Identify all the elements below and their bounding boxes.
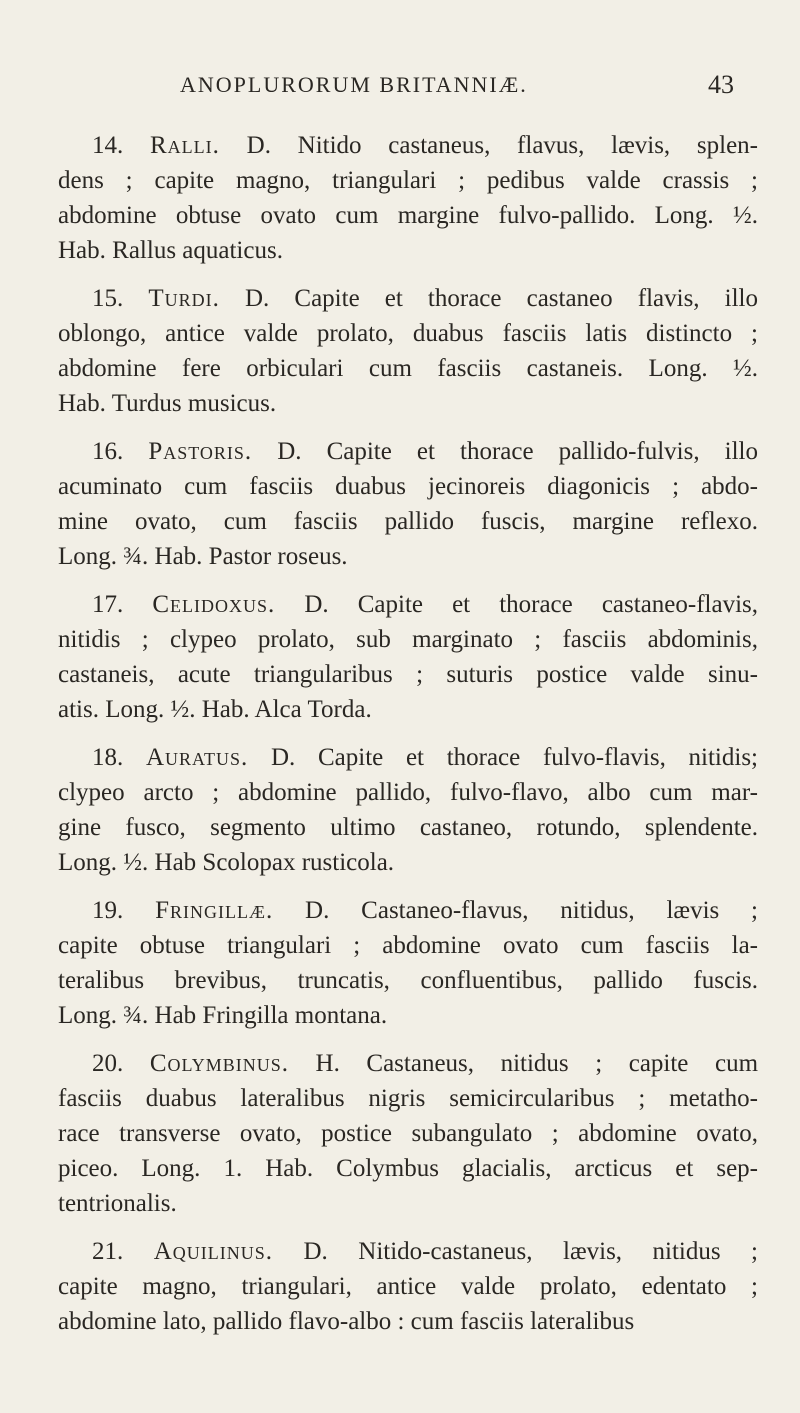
entry-line	[58, 281, 758, 316]
species-entry	[58, 893, 758, 1033]
entry-line: oblongo, antice valde prolato, duabus fasciis latis distincto ;	[58, 320, 758, 347]
entry-line	[58, 893, 758, 928]
entry-text: D. Capite et thorace fulvo-flavis, nitidis;	[248, 744, 758, 771]
entry-genus: Auratus.	[145, 744, 249, 771]
entry-line: Hab. Turdus musicus.	[58, 390, 277, 417]
entry-number: 17.	[92, 591, 124, 618]
entry-line: tentrionalis.	[58, 1190, 177, 1217]
entry-line: abdomine fere orbiculari cum fasciis castaneis. Long. ½.	[58, 355, 758, 382]
entry-line: atis. Long. ½. Hab. Alca Torda.	[58, 696, 372, 723]
entry-genus: Fringillæ.	[155, 897, 274, 924]
entry-line: Long. ¾. Hab Fringilla montana.	[58, 1002, 388, 1029]
entry-line: acuminato cum fasciis duabus jecinoreis diagonicis ; abdo-	[58, 473, 758, 500]
running-title: ANOPLURORUM BRITANNIÆ.	[180, 72, 528, 97]
entry-number: 21.	[92, 1238, 124, 1265]
species-entry	[58, 434, 758, 574]
entry-line: teralibus brevibus, truncatis, confluentibus, pallido fuscis.	[58, 967, 758, 994]
entry-line: nitidis ; clypeo prolato, sub marginato ; fasciis abdominis,	[58, 626, 758, 653]
entry-line	[58, 1234, 758, 1269]
entry-line	[58, 434, 758, 469]
species-entry	[58, 281, 758, 421]
entry-line: Long. ¾. Hab. Pastor roseus.	[58, 543, 348, 570]
entry-genus: Turdi.	[148, 285, 220, 312]
entry-line: abdomine lato, pallido flavo-albo : cum fasciis lateralibus	[58, 1308, 635, 1335]
page-number: 43	[708, 70, 734, 99]
entry-line	[58, 740, 758, 775]
entry-number: 18.	[92, 744, 124, 771]
species-entry	[58, 587, 758, 727]
entry-text: D. Capite et thorace pallido-fulvis, illo	[252, 438, 758, 465]
entry-line	[58, 1046, 758, 1081]
entry-line: capite obtuse triangulari ; abdomine ovato cum fasciis la-	[58, 932, 758, 959]
entry-line: mine ovato, cum fasciis pallido fuscis, margine reflexo.	[58, 508, 758, 535]
entry-line: piceo. Long. 1. Hab. Colymbus glacialis, arcticus et sep-	[58, 1155, 758, 1182]
species-entry	[58, 1046, 758, 1221]
entry-number: 19.	[92, 897, 124, 924]
entry-line: clypeo arcto ; abdomine pallido, fulvo-flavo, albo cum mar-	[58, 779, 758, 806]
entry-line: Long. ½. Hab Scolopax rusticola.	[58, 849, 395, 876]
entry-genus: Pastoris.	[148, 438, 253, 465]
entry-line: castaneis, acute triangularibus ; suturis postice valde sinu-	[58, 661, 758, 688]
entry-line: race transverse ovato, postice subangulato ; abdomine ovato,	[58, 1120, 758, 1147]
entry-text: D. Castaneo-flavus, nitidus, lævis ;	[273, 897, 759, 924]
species-entry	[58, 128, 758, 268]
entry-genus: Aquilinus.	[153, 1238, 274, 1265]
entry-text: H. Castaneus, nitidus ; capite cum	[288, 1050, 759, 1077]
species-entry	[58, 740, 758, 880]
entry-text: D. Nitido castaneus, flavus, lævis, splen-	[219, 132, 758, 159]
entry-number: 20.	[92, 1050, 124, 1077]
page-body	[58, 128, 758, 1352]
entry-line: dens ; capite magno, triangulari ; pedibus valde crassis ;	[58, 167, 758, 194]
entry-genus: Celidoxus.	[152, 591, 276, 618]
entry-number: 16.	[92, 438, 124, 465]
entry-line	[58, 128, 758, 163]
entry-genus: Ralli.	[149, 132, 220, 159]
entry-line: capite magno, triangulari, antice valde prolato, edentato ;	[58, 1273, 758, 1300]
entry-line: fasciis duabus lateralibus nigris semicircularibus ; metatho-	[58, 1085, 758, 1112]
entry-line	[58, 587, 758, 622]
entry-line: abdomine obtuse ovato cum margine fulvo-pallido. Long. ½.	[58, 202, 758, 229]
entry-text: D. Nitido-castaneus, lævis, nitidus ;	[273, 1238, 759, 1265]
entry-genus: Colymbinus.	[149, 1050, 289, 1077]
entry-number: 15.	[92, 285, 124, 312]
entry-text: D. Capite et thorace castaneo-flavis,	[275, 591, 759, 618]
entry-number: 14.	[92, 132, 124, 159]
species-entry	[58, 1234, 758, 1339]
entry-text: D. Capite et thorace castaneo flavis, illo	[219, 285, 758, 312]
entry-line: Hab. Rallus aquaticus.	[58, 237, 283, 264]
entry-line: gine fusco, segmento ultimo castaneo, rotundo, splendente.	[58, 814, 758, 841]
